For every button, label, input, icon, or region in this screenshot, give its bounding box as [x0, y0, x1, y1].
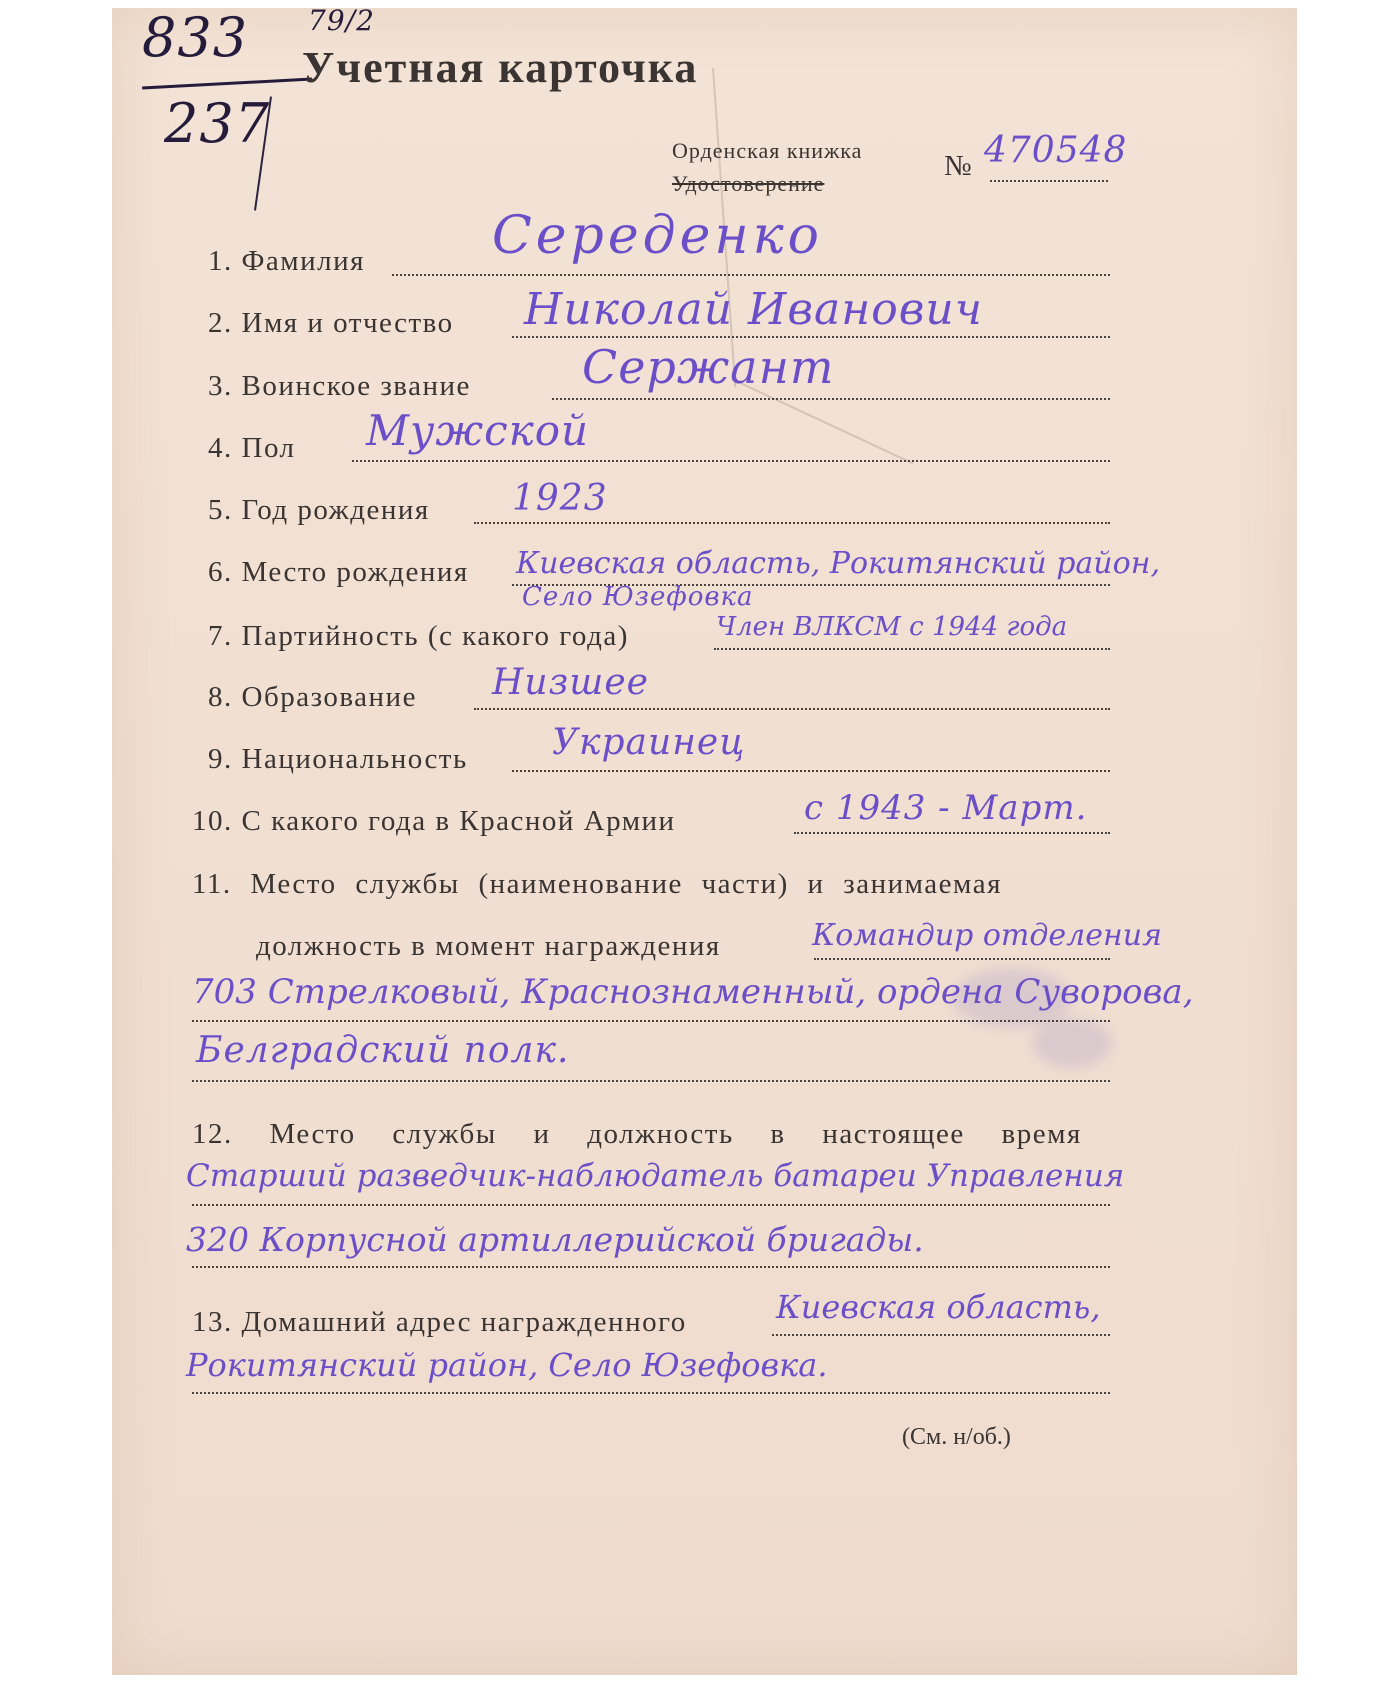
field-line — [512, 770, 1110, 772]
field-line — [814, 958, 1110, 960]
field-line — [512, 336, 1110, 338]
archive-number-top: 833 — [142, 6, 249, 69]
field-current-service-value-line2: 320 Корпусной артиллерийской бригады. — [186, 1220, 924, 1259]
field-party-label: 7. Партийность (с какого года) — [208, 620, 629, 652]
field-party-value: Член ВЛКСМ с 1944 года — [716, 612, 1068, 642]
field-army-since-label: 10. С какого года в Красной Армии — [192, 805, 676, 837]
see-reverse-note: (См. н/об.) — [902, 1424, 1011, 1450]
field-service-place-value-line1: Командир отделения — [812, 918, 1162, 953]
archive-number-bottom: 237 — [164, 92, 271, 155]
field-line — [192, 1204, 1110, 1206]
ink-blot — [1032, 1018, 1112, 1068]
doc-type-certificate-crossed: Удостоверение — [672, 171, 825, 196]
number-line — [990, 180, 1108, 182]
field-line — [772, 1334, 1110, 1336]
field-sex-value: Мужской — [366, 406, 590, 455]
field-birth-year-value: 1923 — [512, 478, 608, 519]
field-line — [192, 1392, 1110, 1394]
field-army-since-value: с 1943 - Март. — [804, 788, 1088, 828]
field-service-place-value-line2: 703 Стрелковый, Краснознаменный, ордена Суворова, — [192, 972, 1194, 1012]
field-service-place-value-line3: Белградский полк. — [196, 1030, 570, 1071]
field-service-place-label-line2: должность в момент награждения — [256, 930, 721, 962]
fraction-line — [142, 78, 312, 90]
archive-number-sup: 79/2 — [308, 4, 375, 37]
field-line — [192, 1266, 1110, 1268]
field-rank-label: 3. Воинское звание — [208, 370, 471, 402]
field-education-label: 8. Образование — [208, 681, 417, 713]
number-sign: № — [944, 150, 974, 182]
field-surname-value: Середенко — [492, 206, 823, 266]
field-rank-value: Сержант — [582, 340, 835, 394]
field-service-place-label-line1: 11. Место службы (наименование части) и занимаемая — [192, 868, 1002, 900]
field-birthplace-value-line1: Киевская область, Рокитянский район, — [516, 546, 1160, 581]
field-home-address-value-line1: Киевская область, — [776, 1288, 1101, 1326]
field-surname-label: 1. Фамилия — [208, 245, 365, 277]
field-line — [352, 460, 1110, 462]
field-line — [474, 708, 1110, 710]
field-line — [192, 1020, 1110, 1022]
field-line — [192, 1080, 1110, 1082]
field-home-address-label: 13. Домашний адрес награжденного — [192, 1306, 687, 1338]
field-line — [392, 274, 1110, 276]
field-home-address-value-line2: Рокитянский район, Село Юзефовка. — [186, 1346, 828, 1384]
order-book-number: 470548 — [984, 130, 1128, 171]
field-education-value: Низшее — [492, 662, 649, 703]
doc-type-order-book: Орденская книжка — [672, 138, 863, 163]
field-line — [794, 832, 1110, 834]
document-card — [112, 4, 1297, 1675]
field-name-label: 2. Имя и отчество — [208, 307, 454, 339]
field-birthplace-value-line2: Село Юзефовка — [522, 582, 754, 612]
field-nationality-label: 9. Национальность — [208, 743, 468, 775]
field-birthplace-label: 6. Место рождения — [208, 556, 469, 588]
field-line — [474, 522, 1110, 524]
field-nationality-value: Украинец — [552, 722, 746, 763]
field-birth-year-label: 5. Год рождения — [208, 494, 430, 526]
field-current-service-label: 12. Место службы и должность в настоящее время — [192, 1118, 1082, 1150]
field-sex-label: 4. Пол — [208, 432, 296, 464]
field-line — [714, 648, 1110, 650]
field-line — [552, 398, 1110, 400]
field-current-service-value-line1: Старший разведчик-наблюдатель батареи Управления — [186, 1158, 1125, 1194]
field-name-value: Николай Иванович — [524, 284, 984, 335]
document-title: Учетная карточка — [302, 43, 699, 92]
